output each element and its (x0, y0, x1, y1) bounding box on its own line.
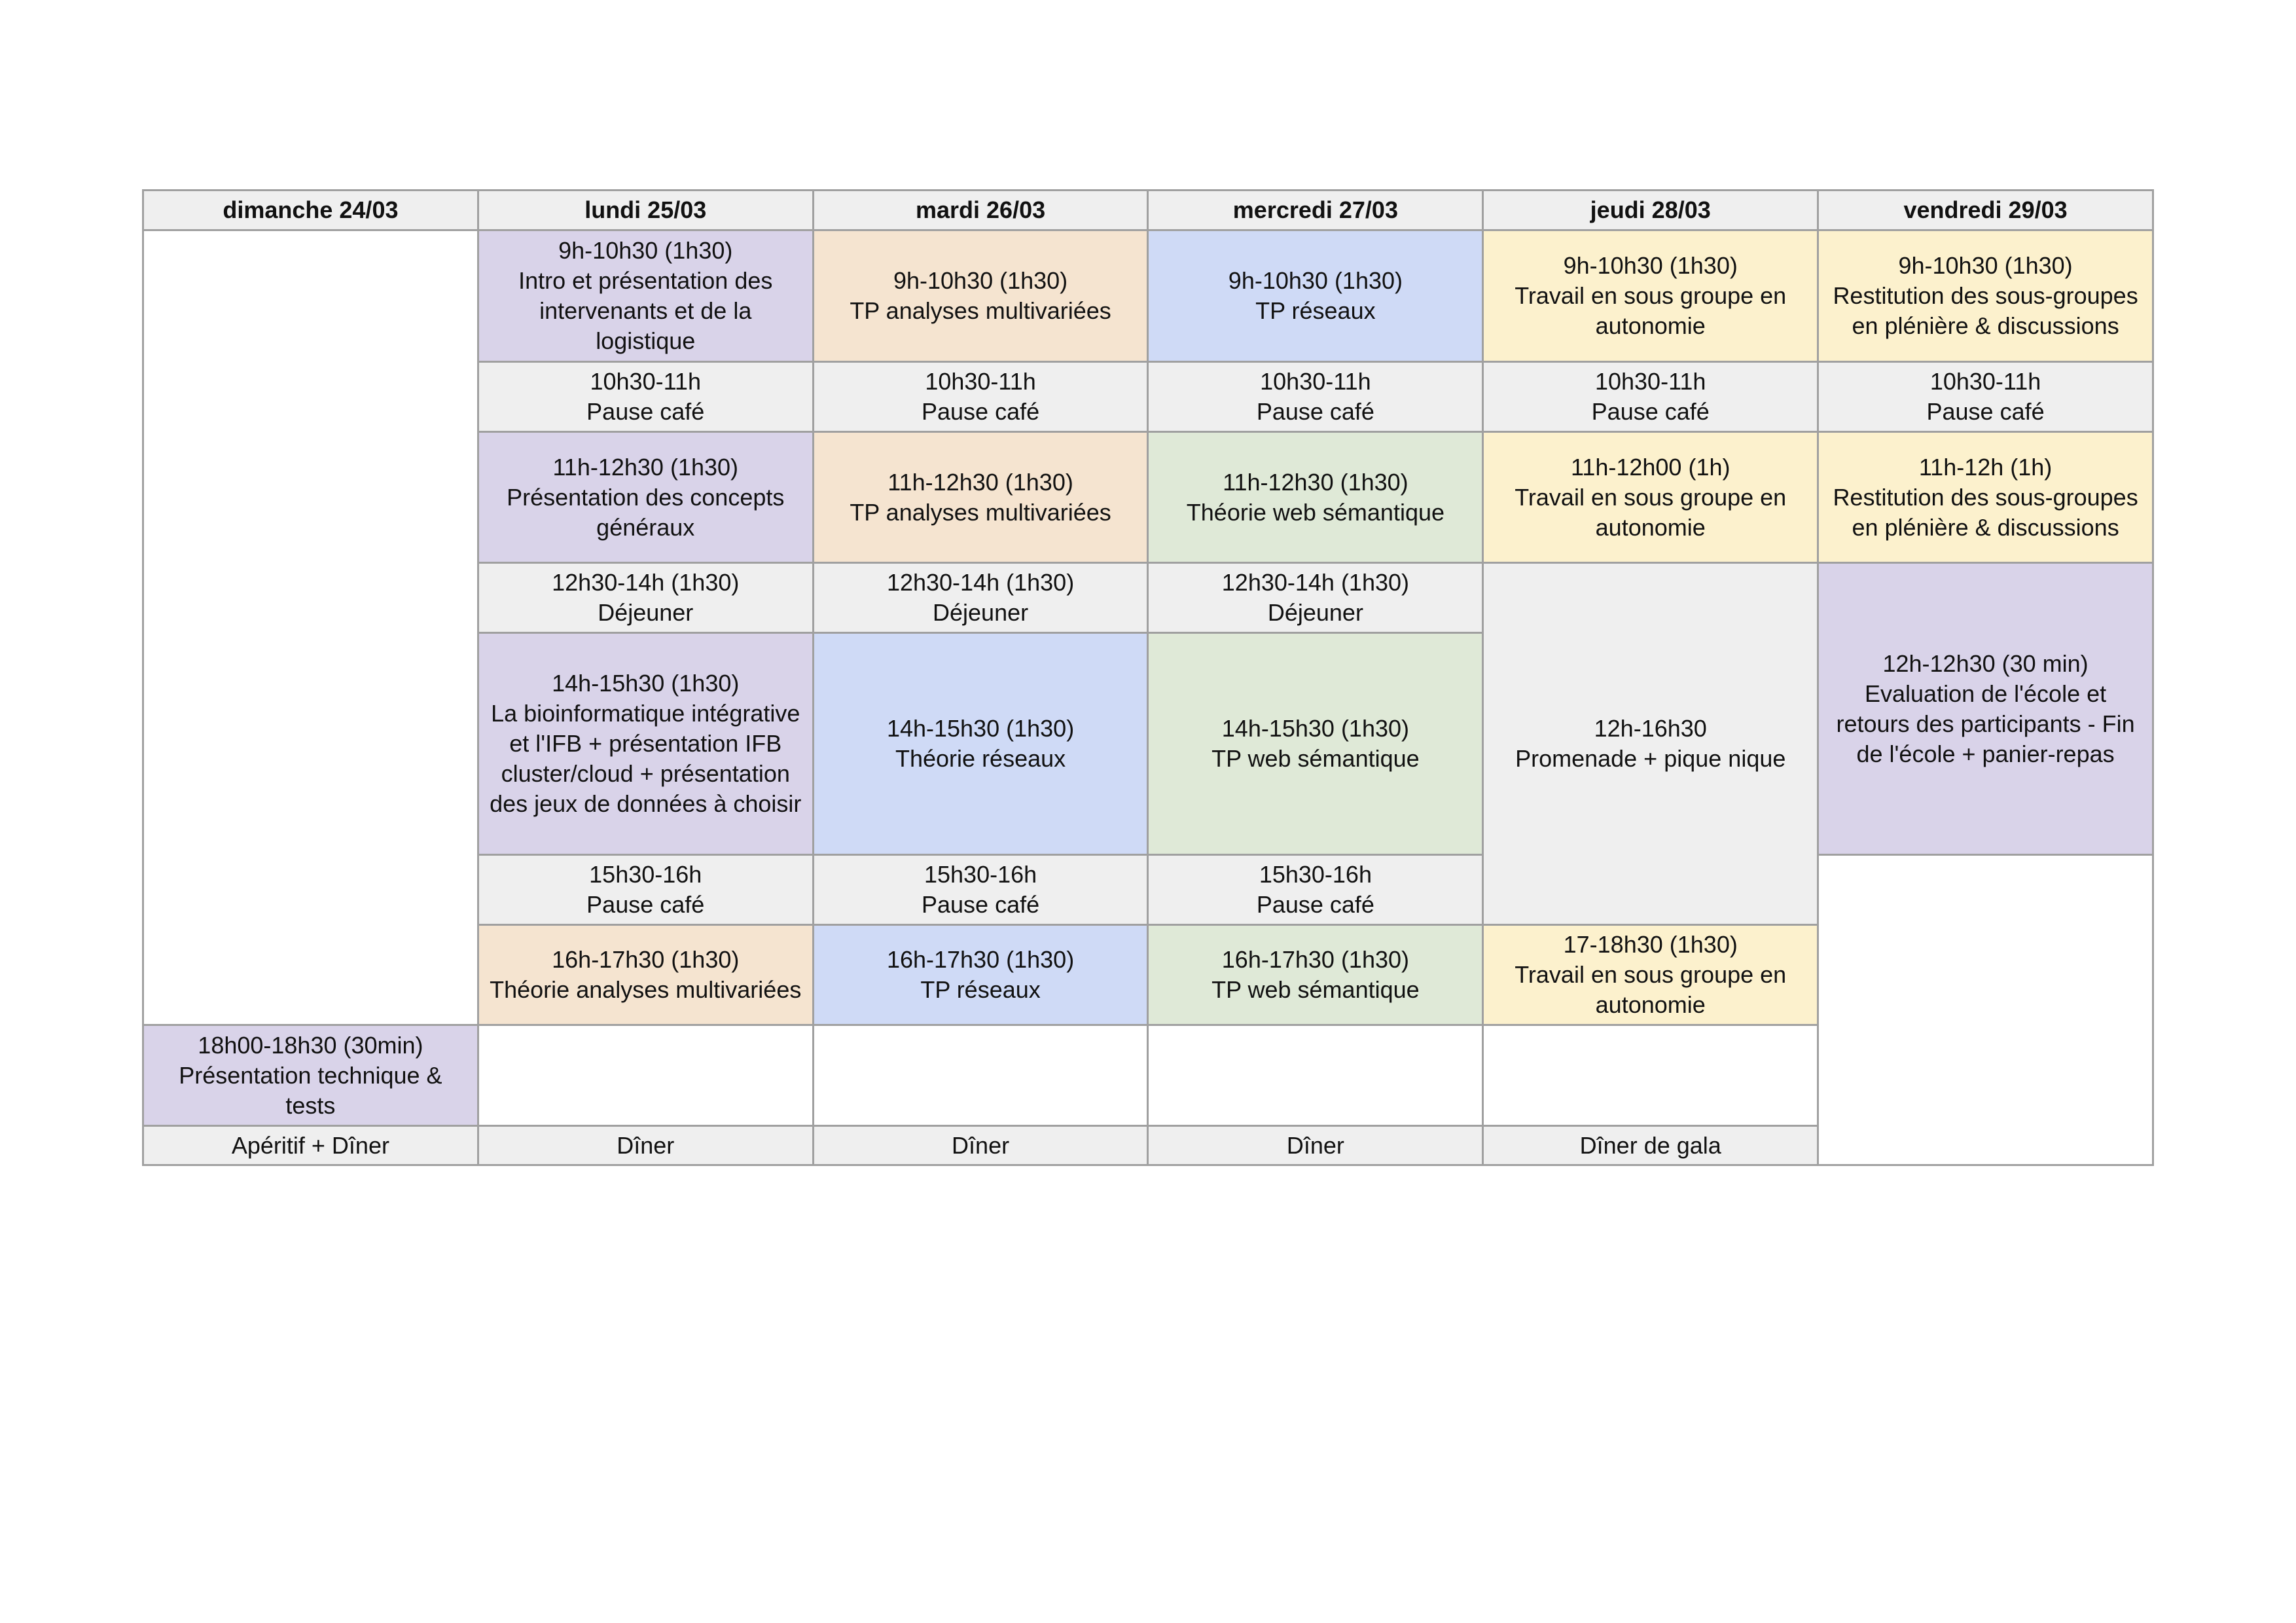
break-cell (478, 362, 813, 432)
session-cell (1483, 432, 1818, 563)
schedule-table (142, 189, 2154, 1166)
session-title: Restitution des sous-groupes en plénière & discussions (1833, 483, 2138, 541)
session-title: Pause café (1591, 398, 1710, 425)
promenade-cell (1483, 563, 1818, 925)
session-time: 9h-10h30 (1h30) (1898, 252, 2073, 279)
break-cell (813, 855, 1148, 925)
session-cell (1148, 633, 1483, 855)
break-cell (813, 362, 1148, 432)
session-cell (143, 1025, 478, 1126)
session-cell (478, 633, 813, 855)
lunch-cell (813, 563, 1148, 633)
session-title: Pause café (586, 398, 705, 425)
session-time: 12h-12h30 (30 min) (1882, 649, 2089, 677)
session-time: 15h30-16h (924, 861, 1037, 888)
dinner-cell: Dîner (1148, 1126, 1483, 1165)
session-time: 16h-17h30 (1h30) (1221, 946, 1410, 973)
session-time: 9h-10h30 (1h30) (1563, 252, 1738, 279)
break-cell (1148, 855, 1483, 925)
session-title: TP web sémantique (1211, 745, 1420, 772)
session-title: Travail en sous groupe en autonomie (1515, 282, 1787, 339)
session-cell (1483, 925, 1818, 1025)
session-cell (478, 925, 813, 1025)
empty-cell (478, 1025, 813, 1126)
session-title: Travail en sous groupe en autonomie (1515, 483, 1787, 541)
session-time: 11h-12h30 (1h30) (552, 453, 739, 481)
header-row (143, 191, 2153, 230)
session-cell (813, 432, 1148, 563)
session-title: TP web sémantique (1211, 976, 1420, 1003)
session-cell (813, 925, 1148, 1025)
empty-cell (1483, 1025, 1818, 1126)
session-time: 10h30-11h (925, 368, 1036, 395)
session-time: 14h-15h30 (1h30) (886, 715, 1075, 742)
session-cell (1148, 230, 1483, 362)
session-time: 16h-17h30 (1h30) (886, 946, 1075, 973)
session-time: 10h30-11h (1260, 368, 1371, 395)
session-title: La bioinformatique intégrative et l'IFB + présentation IFB cluster/cloud + présentation des jeux de données à choisir (490, 700, 802, 817)
session-title: TP réseaux (1255, 297, 1376, 324)
session-time: 17-18h30 (1h30) (1563, 931, 1738, 958)
session-title: Déjeuner (1267, 599, 1363, 626)
session-title: TP analyses multivariées (850, 297, 1111, 324)
header-lundi: lundi 25/03 (478, 191, 813, 230)
session-title: Présentation technique & tests (179, 1061, 442, 1119)
session-title: Théorie réseaux (895, 745, 1066, 772)
empty-cell (143, 230, 478, 1025)
dinner-cell: Dîner (478, 1126, 813, 1165)
session-cell (813, 230, 1148, 362)
session-title: Pause café (586, 891, 705, 918)
session-title: Déjeuner (933, 599, 1029, 626)
session-time: 11h-12h30 (1h30) (1223, 468, 1408, 496)
lunch-cell (478, 563, 813, 633)
session-time: 12h30-14h (1h30) (552, 569, 740, 596)
header-dimanche: dimanche 24/03 (143, 191, 478, 230)
session-title: Restitution des sous-groupes en plénière & discussions (1833, 282, 2138, 339)
session-time: 10h30-11h (1594, 368, 1706, 395)
break-cell (1818, 362, 2153, 432)
session-title: Théorie analyses multivariées (490, 976, 802, 1003)
header-mercredi: mercredi 27/03 (1148, 191, 1483, 230)
session-cell (1483, 230, 1818, 362)
session-time: 11h-12h (1h) (1918, 453, 2053, 481)
session-title: Pause café (922, 398, 1040, 425)
dinner-cell: Dîner (813, 1126, 1148, 1165)
session-title: Théorie web sémantique (1186, 498, 1445, 526)
session-time: 16h-17h30 (1h30) (552, 946, 740, 973)
session-cell (813, 633, 1148, 855)
session-time: 10h30-11h (1929, 368, 2041, 395)
session-title: Evaluation de l'école et retours des participants - Fin de l'école + panier-repas (1836, 680, 2135, 767)
session-time: 11h-12h00 (1h) (1570, 453, 1731, 481)
evaluation-cell (1818, 563, 2153, 855)
session-title: TP réseaux (920, 976, 1041, 1003)
lunch-cell (1148, 563, 1483, 633)
break-cell (1483, 362, 1818, 432)
session-cell (1148, 432, 1483, 563)
session-time: 10h30-11h (590, 368, 701, 395)
dinner-cell: Dîner de gala (1483, 1126, 1818, 1165)
session-title: Travail en sous groupe en autonomie (1515, 961, 1787, 1018)
header-jeudi: jeudi 28/03 (1483, 191, 1818, 230)
session-time: 15h30-16h (1259, 861, 1372, 888)
header-mardi: mardi 26/03 (813, 191, 1148, 230)
session-cell (1148, 925, 1483, 1025)
session-title: Pause café (922, 891, 1040, 918)
session-cell (478, 432, 813, 563)
session-time: 9h-10h30 (1h30) (893, 267, 1068, 294)
session-time: 18h00-18h30 (30min) (198, 1031, 423, 1059)
session-time: 12h30-14h (1h30) (886, 569, 1075, 596)
session-title: Pause café (1926, 398, 2045, 425)
empty-cell (813, 1025, 1148, 1126)
break-cell (1148, 362, 1483, 432)
session-title: Pause café (1256, 891, 1374, 918)
session-title: Déjeuner (598, 599, 694, 626)
header-vendredi: vendredi 29/03 (1818, 191, 2153, 230)
session-time: 14h-15h30 (1h30) (1221, 715, 1410, 742)
session-time: 12h30-14h (1h30) (1221, 569, 1410, 596)
session-cell (1818, 230, 2153, 362)
session-title: Présentation des concepts généraux (507, 483, 785, 541)
empty-cell (1148, 1025, 1483, 1126)
empty-cell (1818, 855, 2153, 1165)
session-time: 11h-12h30 (1h30) (888, 468, 1073, 496)
session-time: 15h30-16h (589, 861, 702, 888)
session-title: Promenade + pique nique (1515, 745, 1786, 772)
session-time: 14h-15h30 (1h30) (552, 670, 740, 697)
session-time: 9h-10h30 (1h30) (558, 237, 733, 264)
session-time: 12h-16h30 (1594, 715, 1707, 742)
session-title: Intro et présentation des intervenants et de la logistique (518, 267, 773, 354)
session-time: 9h-10h30 (1h30) (1228, 267, 1403, 294)
session-title: Pause café (1256, 398, 1374, 425)
session-cell (478, 230, 813, 362)
break-cell (478, 855, 813, 925)
session-title: TP analyses multivariées (850, 498, 1111, 526)
dinner-cell: Apéritif + Dîner (143, 1126, 478, 1165)
session-cell (1818, 432, 2153, 563)
